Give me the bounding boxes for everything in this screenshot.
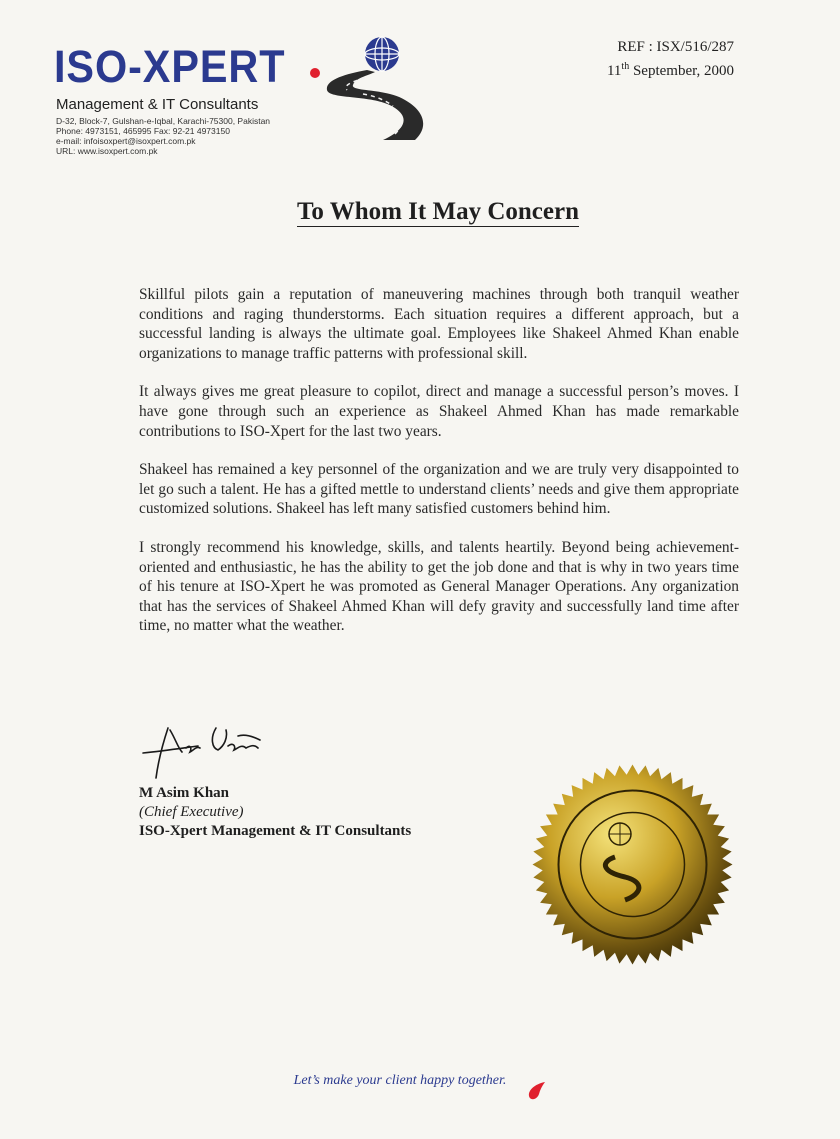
red-drop-icon: [525, 1080, 547, 1102]
phone-line: Phone: 4973151, 465995 Fax: 92-21 4973150: [56, 126, 230, 136]
road-globe-logo-icon: [305, 30, 430, 145]
reference-number: REF : ISX/516/287: [617, 39, 734, 55]
brand-logo-text: ISO-XPERT: [54, 41, 286, 92]
gold-seal-icon: [530, 762, 735, 967]
signer-block: [139, 784, 411, 841]
letter-title: To Whom It May Concern: [297, 198, 579, 225]
body-paragraph: Shakeel has remained a key personnel of the organization and we are truly very disappointed to let go such a talent. He has a gifted mettle to understand clients’ needs and give them appropriate customized solutions. Shakeel has left many satisfied customers behind him.: [139, 461, 739, 518]
footer-slogan: Let’s make your client happy together.: [293, 1073, 507, 1088]
body-paragraph: I strongly recommend his knowledge, skills, and talents heartily. Beyond being achievement-oriented and enthusiastic, he has the ability to get the job done and that is why in two years time of his tenure at ISO-Xpert he was promoted as General Manager Operations. Any organization that has the services of Shakeel Ahmed Khan will defy gravity and successfully land time after time, no matter what the weather.: [139, 538, 739, 635]
body-paragraph: Skillful pilots gain a reputation of maneuvering machines through both tranquil weather conditions and raging thunderstorms. Each situation requires a different approach, but a successful landing is always the ultimate goal. Employees like Shakeel Ahmed Khan enable organizations to manage traffic patterns with professional skill.: [139, 286, 739, 362]
signer-role: (Chief Executive): [139, 804, 244, 820]
url-line: URL: www.isoxpert.com.pk: [56, 146, 158, 156]
letter-body: [139, 285, 739, 655]
signer-organization: ISO-Xpert Management & IT Consultants: [139, 823, 412, 839]
letter-date: 11th September, 2000: [606, 61, 734, 79]
address-line: D-32, Block-7, Gulshan-e-Iqbal, Karachi-75300, Pakistan: [56, 116, 271, 126]
handwritten-signature: [138, 718, 278, 783]
email-line: e-mail: infoisoxpert@isoxpert.com.pk: [56, 136, 196, 146]
reference-block: [607, 38, 734, 81]
body-paragraph: It always gives me great pleasure to copilot, direct and manage a successful person’s moves. I have gone through such an experience as Shakeel Ahmed Khan has made remarkable contributions to ISO-Xpert for the last two years.: [139, 383, 739, 440]
seal-serrated-edge: [533, 765, 733, 965]
brand-tagline: Management & IT Consultants: [56, 96, 259, 113]
signer-name: M Asim Khan: [139, 785, 230, 801]
